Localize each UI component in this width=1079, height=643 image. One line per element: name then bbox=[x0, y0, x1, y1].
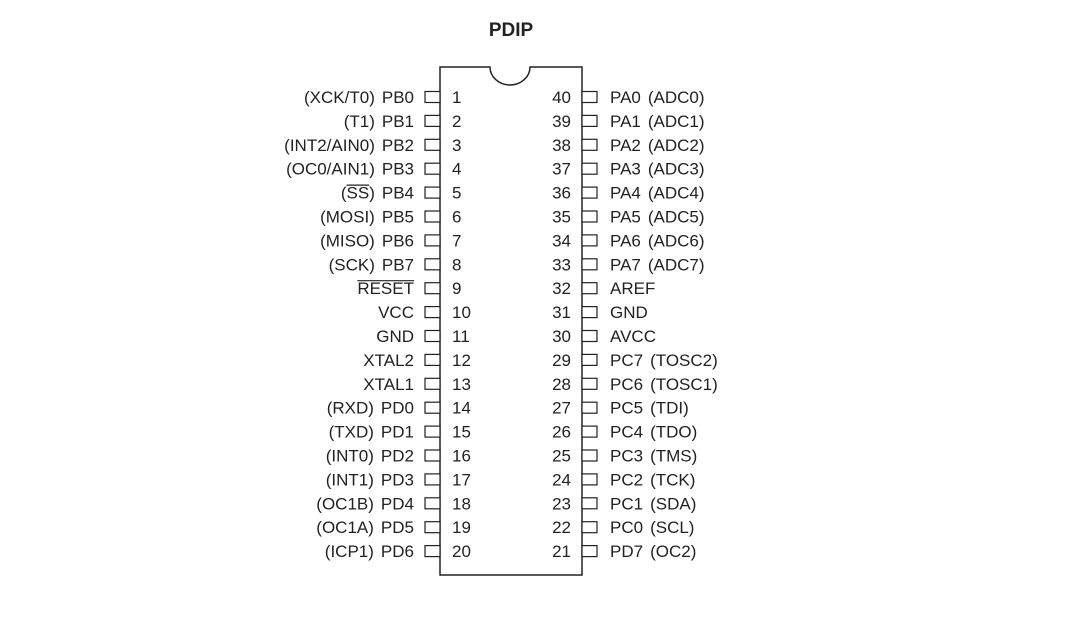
pin-number: 18 bbox=[452, 494, 471, 514]
pin-32 bbox=[552, 279, 655, 298]
pin-number: 35 bbox=[552, 207, 571, 227]
pin-name: PA7 bbox=[610, 255, 641, 275]
pin-name: PD1 bbox=[380, 422, 414, 442]
pin-number: 22 bbox=[552, 518, 571, 538]
pin-number: 40 bbox=[552, 88, 571, 107]
pin-pad bbox=[582, 211, 597, 222]
pin-number: 38 bbox=[552, 135, 571, 155]
pin-number: 1 bbox=[452, 88, 462, 107]
pin-alt-function: (INT2/AIN0) bbox=[284, 135, 375, 155]
pin-alt-function: (ADC0) bbox=[647, 88, 705, 107]
pin-name: PB7 bbox=[381, 255, 414, 275]
pin-number: 2 bbox=[452, 111, 462, 131]
pin-pad bbox=[582, 402, 597, 413]
pin-3 bbox=[284, 136, 461, 155]
pin-number: 17 bbox=[452, 470, 471, 490]
pin-pad bbox=[582, 235, 597, 246]
pin-alt-function: (OC2) bbox=[650, 542, 697, 562]
pin-13 bbox=[363, 375, 471, 394]
pin-number: 23 bbox=[552, 494, 571, 514]
pin-number: 16 bbox=[452, 446, 471, 466]
pin-name: PA1 bbox=[610, 111, 641, 131]
pin-alt-function: (TOSC1) bbox=[650, 374, 718, 394]
pin-number: 13 bbox=[452, 374, 471, 394]
pin-alt-function: (OC0/AIN1) bbox=[286, 159, 375, 179]
pin-alt-function: (SCL) bbox=[650, 518, 695, 538]
pin-name: PB2 bbox=[381, 135, 414, 155]
pin-alt-function: (ADC4) bbox=[647, 183, 705, 203]
pin-number: 10 bbox=[452, 303, 471, 323]
pin-pad bbox=[582, 450, 597, 461]
pin-name: PB0 bbox=[381, 88, 414, 107]
pin-alt-function: (SS) bbox=[340, 183, 375, 203]
pin-name: PD3 bbox=[380, 470, 414, 490]
pin-4 bbox=[286, 160, 461, 179]
pin-pad bbox=[425, 522, 440, 533]
pin-name: PB3 bbox=[381, 159, 414, 179]
pin-30 bbox=[552, 327, 656, 346]
pin-pad bbox=[425, 139, 440, 150]
pin-number: 19 bbox=[452, 518, 471, 538]
pin-alt-function: (T1) bbox=[343, 111, 375, 131]
pin-name: PA0 bbox=[610, 88, 641, 107]
pin-name: XTAL2 bbox=[363, 350, 414, 370]
pin-pad bbox=[425, 259, 440, 270]
pin-pad bbox=[425, 450, 440, 461]
pin-pad bbox=[425, 546, 440, 557]
pin-alt-function: (MOSI) bbox=[320, 207, 375, 227]
pin-number: 14 bbox=[452, 398, 471, 418]
pin-pad bbox=[425, 331, 440, 342]
pin-number: 27 bbox=[552, 398, 571, 418]
pin-alt-function: (TOSC2) bbox=[650, 350, 718, 370]
pin-alt-function: (INT1) bbox=[325, 470, 374, 490]
pin-name: PC6 bbox=[610, 374, 644, 394]
pin-1 bbox=[304, 88, 461, 107]
pin-alt-function: (ICP1) bbox=[324, 542, 374, 562]
pin-number: 4 bbox=[452, 159, 462, 179]
pin-31 bbox=[552, 303, 648, 322]
pin-pad bbox=[582, 92, 597, 103]
pin-name: PD4 bbox=[380, 494, 414, 514]
pin-name: PC5 bbox=[610, 398, 644, 418]
pin-alt-function: (SDA) bbox=[650, 494, 697, 514]
pin-number: 21 bbox=[552, 542, 571, 562]
pin-name: PA2 bbox=[610, 135, 641, 155]
pin-number: 8 bbox=[452, 255, 462, 275]
pin-alt-function: (ADC1) bbox=[647, 111, 705, 131]
pin-name: GND bbox=[610, 303, 648, 323]
pin-number: 31 bbox=[552, 303, 571, 323]
pin-alt-function: (ADC7) bbox=[647, 255, 705, 275]
pin-name: GND bbox=[376, 327, 414, 346]
pin-alt-function: (ADC2) bbox=[647, 135, 705, 155]
pin-pad bbox=[582, 546, 597, 557]
pin-pad bbox=[425, 283, 440, 294]
pin-pad bbox=[425, 426, 440, 437]
pin-number: 30 bbox=[552, 327, 571, 346]
pin-name: VCC bbox=[378, 303, 414, 323]
pin-name: PD2 bbox=[380, 446, 414, 466]
pin-number: 37 bbox=[552, 159, 571, 179]
pin-name: PD6 bbox=[380, 542, 414, 562]
pin-alt-function: (OC1B) bbox=[316, 494, 374, 514]
pin-alt-function: (ADC5) bbox=[647, 207, 705, 227]
pin-name: PB1 bbox=[381, 111, 414, 131]
pin-alt-function: (TCK) bbox=[650, 470, 696, 490]
pin-pad bbox=[582, 139, 597, 150]
pin-pad bbox=[425, 211, 440, 222]
pin-number: 39 bbox=[552, 111, 571, 131]
pin-number: 24 bbox=[552, 470, 571, 490]
pin-name: XTAL1 bbox=[363, 374, 414, 394]
pin-pad bbox=[425, 498, 440, 509]
pin-number: 7 bbox=[452, 231, 462, 251]
pin-pad bbox=[425, 163, 440, 174]
package-title: PDIP bbox=[488, 20, 534, 41]
pin-alt-function: (TXD) bbox=[328, 422, 374, 442]
pin-pad bbox=[582, 331, 597, 342]
pin-name: PA4 bbox=[610, 183, 641, 203]
pin-name: PC7 bbox=[610, 350, 644, 370]
pin-alt-function: (ADC6) bbox=[647, 231, 705, 251]
pin-name: PC2 bbox=[610, 470, 644, 490]
pin-pad bbox=[425, 187, 440, 198]
pin-alt-function: (OC1A) bbox=[316, 518, 374, 538]
pin-alt-function: (MISO) bbox=[320, 231, 375, 251]
pin-pad bbox=[425, 354, 440, 365]
pin-number: 12 bbox=[452, 350, 471, 370]
pin-pad bbox=[425, 474, 440, 485]
pin-10 bbox=[378, 303, 471, 322]
pin-pad bbox=[425, 378, 440, 389]
pin-name: PC3 bbox=[610, 446, 644, 466]
pin-number: 33 bbox=[552, 255, 571, 275]
pin-pad bbox=[425, 235, 440, 246]
pin-number: 11 bbox=[452, 327, 470, 346]
pin-name: PA5 bbox=[610, 207, 641, 227]
pin-number: 36 bbox=[552, 183, 571, 203]
pin-number: 29 bbox=[552, 350, 571, 370]
pin-number: 34 bbox=[552, 231, 571, 251]
pin-number: 9 bbox=[452, 279, 462, 299]
pin-number: 6 bbox=[452, 207, 462, 227]
pin-name: PD5 bbox=[380, 518, 414, 538]
pin-12 bbox=[363, 351, 471, 370]
pin-pad bbox=[582, 426, 597, 437]
pin-pad bbox=[582, 115, 597, 126]
pin-name: PA3 bbox=[610, 159, 641, 179]
pin-11 bbox=[376, 327, 469, 346]
pin-alt-function: (ADC3) bbox=[647, 159, 705, 179]
pin-alt-function: (SCK) bbox=[328, 255, 375, 275]
pin-number: 25 bbox=[552, 446, 571, 466]
pin-alt-function: (TDO) bbox=[650, 422, 698, 442]
pin-pad bbox=[582, 498, 597, 509]
pin-number: 3 bbox=[452, 135, 462, 155]
pin-pad bbox=[582, 307, 597, 318]
pin-pad bbox=[582, 474, 597, 485]
pin-name: PB4 bbox=[381, 183, 414, 203]
pin-number: 28 bbox=[552, 374, 571, 394]
pin-pad bbox=[582, 378, 597, 389]
pin-name: PD7 bbox=[610, 542, 644, 562]
pin-name: AVCC bbox=[610, 327, 656, 346]
pin-pad bbox=[425, 307, 440, 318]
pin-name: PC4 bbox=[610, 422, 644, 442]
pin-pad bbox=[425, 402, 440, 413]
pin-number: 15 bbox=[452, 422, 471, 442]
pin-pad bbox=[582, 163, 597, 174]
pin-name: RESET bbox=[357, 279, 414, 299]
pin-name: PA6 bbox=[610, 231, 641, 251]
pin-alt-function: (TDI) bbox=[650, 398, 689, 418]
pin-name: PC1 bbox=[610, 494, 644, 514]
pin-name: AREF bbox=[610, 279, 656, 299]
pin-alt-function: (INT0) bbox=[325, 446, 374, 466]
pin-number: 26 bbox=[552, 422, 571, 442]
pin-name: PB6 bbox=[381, 231, 414, 251]
pin-pad bbox=[425, 115, 440, 126]
pin-pad bbox=[582, 354, 597, 365]
pin-pad bbox=[582, 259, 597, 270]
pin-pad bbox=[582, 522, 597, 533]
pin-number: 5 bbox=[452, 183, 462, 203]
pin-alt-function: (XCK/T0) bbox=[304, 88, 375, 107]
pin-number: 32 bbox=[552, 279, 571, 299]
pin-name: PB5 bbox=[381, 207, 414, 227]
pin-alt-function: (TMS) bbox=[650, 446, 698, 466]
pin-pad bbox=[582, 187, 597, 198]
pin-pad bbox=[582, 283, 597, 294]
pin-alt-function: (RXD) bbox=[326, 398, 374, 418]
pin-name: PD0 bbox=[380, 398, 414, 418]
pin-number: 20 bbox=[452, 542, 471, 562]
pin-name: PC0 bbox=[610, 518, 644, 538]
pin-pad bbox=[425, 92, 440, 103]
